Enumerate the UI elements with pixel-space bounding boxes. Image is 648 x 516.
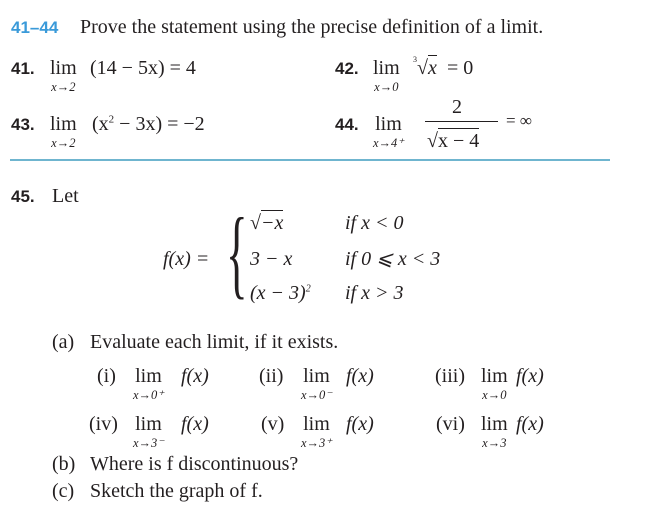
limit-v-function: f(x) [346,413,374,435]
limit-i-label: (i) [97,365,116,387]
limit-v-label: (v) [261,413,285,435]
problem-42-number: 42. [335,59,359,78]
case-3-condition: if x > 3 [345,282,404,304]
limit-vi: lim x→3 [481,413,508,450]
problem-44-numerator: 2 [452,96,462,118]
function-name: f(x) = [163,248,210,270]
case-1-condition: if x < 0 [345,212,404,234]
problem-41-expression: (14 − 5x) = 4 [90,57,196,79]
problem-43-limit: lim x→2 [50,113,77,150]
part-c-label: (c) [52,480,75,502]
limit-iv-function: f(x) [181,413,209,435]
piecewise-brace: { [226,197,248,308]
problem-44-rhs: = ∞ [506,111,532,130]
instruction: Prove the statement using the precise definition of a limit. [80,16,544,38]
limit-iii-label: (iii) [435,365,465,387]
limit-iv: lim x→3⁻ [133,413,164,450]
problem-45-number: 45. [11,187,35,206]
case-3-expression: $(x - 3)^2$ [250,282,311,304]
part-b-label: (b) [52,453,76,475]
problem-43-expression: $(x^2 - 3x) = -2$ [92,113,205,135]
problem-43-number: 43. [11,115,35,134]
case-2-condition: if 0 ⩽ x < 3 [345,248,441,270]
section-divider [10,159,610,161]
problem-44-limit: lim x→4⁺ [373,113,404,150]
problem-45-intro: Let [52,185,79,207]
problem-42-limit: lim x→0 [373,57,400,94]
problem-41-number: 41. [11,59,35,78]
part-b-text: Where is f discontinuous? [90,453,299,475]
limit-iii: lim x→0 [481,365,508,402]
limit-ii-label: (ii) [259,365,284,387]
limit-ii: lim x→0⁻ [301,365,332,402]
part-a-label: (a) [52,331,75,353]
problem-44-denominator: √x − 4 [427,130,480,152]
part-c-text: Sketch the graph of f. [90,480,263,502]
limit-vi-function: f(x) [516,413,544,435]
limit-vi-label: (vi) [436,413,465,435]
problem-42-cube-root: $^3$√x [413,55,437,79]
case-2-expression: 3 − x [250,248,293,270]
case-1-expression: √−x [250,212,284,234]
limit-i-function: f(x) [181,365,209,387]
part-a-text: Evaluate each limit, if it exists. [90,331,339,353]
limit-ii-function: f(x) [346,365,374,387]
limit-i: lim x→0⁺ [133,365,164,402]
exercise-range: 41–44 [11,18,59,37]
problem-44-number: 44. [335,115,359,134]
problem-42-rhs: = 0 [447,57,474,79]
problem-41-limit: lim x→2 [50,57,77,94]
limit-v: lim x→3⁺ [301,413,332,450]
limit-iii-function: f(x) [516,365,544,387]
fraction-bar [425,121,498,122]
limit-iv-label: (iv) [89,413,118,435]
